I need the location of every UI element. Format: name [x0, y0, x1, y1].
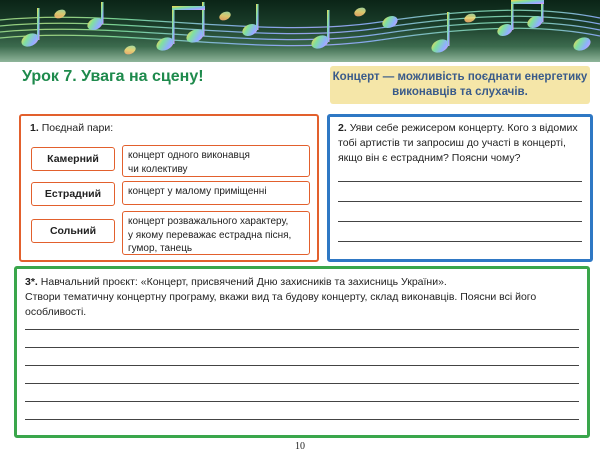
project-title: : «Концерт, присвячений Дню захисників та захисниць України». — [134, 276, 447, 288]
answer-line[interactable] — [25, 383, 579, 384]
answer-line[interactable] — [25, 419, 579, 420]
answer-line[interactable] — [338, 201, 582, 202]
answer-line[interactable] — [338, 221, 582, 222]
epigraph-box — [330, 66, 590, 104]
task-2-line-1: Уяви себе режисером концерту. Кого з відомих — [349, 122, 578, 134]
answer-line[interactable] — [25, 401, 579, 402]
definition-3-line-1: концерт розважального характеру, — [128, 216, 289, 227]
task-3-text — [25, 275, 581, 320]
definition-3-line-2: у якому переважає естрадна пісня, — [128, 229, 292, 241]
answer-line[interactable] — [25, 329, 579, 330]
definition-3-line-3: гумор, танець — [128, 243, 193, 254]
music-notes-illustration — [0, 0, 600, 62]
answer-line[interactable] — [25, 365, 579, 366]
task-2-text — [338, 121, 586, 166]
task-1-box — [19, 114, 319, 262]
task-1-instruction: Поєднай пари: — [41, 122, 114, 134]
page-number: 10 — [295, 441, 305, 452]
definition-3[interactable] — [122, 211, 310, 255]
task-3-instruction-line-1: Створи тематичну концертну програму, вкажи вид та будову концерту, склад виконавців. Поясни всі його — [25, 291, 537, 303]
term-solo[interactable]: Сольний — [31, 219, 115, 243]
definition-1-line-1: концерт одного виконавця — [128, 150, 250, 161]
task-1-number: 1. — [30, 122, 39, 134]
lesson-title: Урок 7. Увага на сцену! — [22, 68, 204, 85]
task-3-box — [14, 266, 590, 438]
music-notes-banner — [0, 0, 600, 62]
task-2-box — [327, 114, 593, 262]
answer-line[interactable] — [25, 347, 579, 348]
definition-1-line-2: чи колективу — [128, 163, 188, 175]
definition-1[interactable] — [122, 145, 310, 177]
task-2-line-3: якщо він є естрадним? Поясни чому? — [338, 152, 521, 164]
task-2-number: 2. — [338, 122, 347, 134]
epigraph-line-1: Концерт — можливість поєднати енергетику — [332, 71, 588, 83]
task-3-number: 3*. — [25, 276, 38, 288]
definition-2-line-1: концерт у малому приміщенні — [128, 186, 267, 197]
epigraph-line-2: виконавців та слухачів. — [392, 86, 528, 98]
task-1-heading — [30, 121, 113, 136]
project-label: Навчальний проєкт — [40, 276, 135, 288]
term-variety[interactable]: Естрадний — [31, 182, 115, 206]
task-2-line-2: тобі артистів ти запросиш до участі в концерті, — [338, 137, 566, 149]
definition-2[interactable] — [122, 181, 310, 205]
answer-line[interactable] — [338, 181, 582, 182]
term-chamber[interactable]: Камерний — [31, 147, 115, 171]
answer-line[interactable] — [338, 241, 582, 242]
task-3-instruction-line-2: особливості. — [25, 306, 87, 318]
